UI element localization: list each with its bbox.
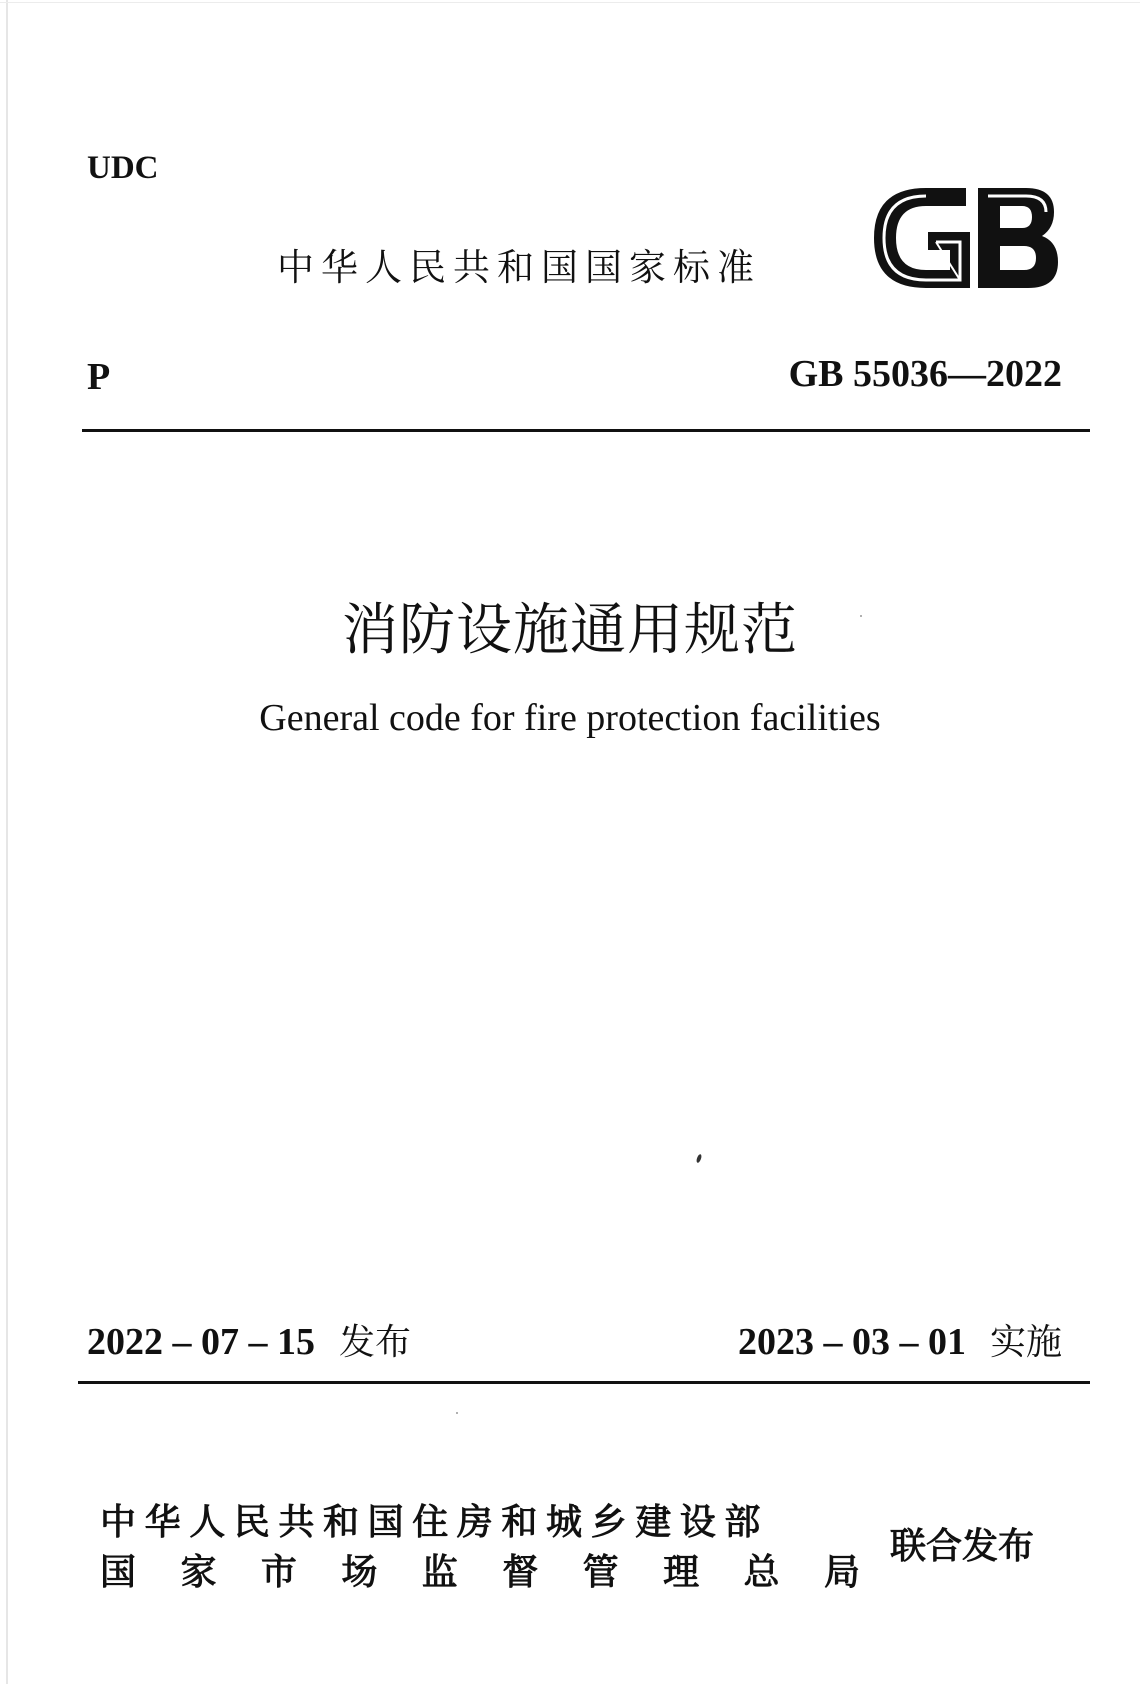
page-edge [6, 0, 8, 1684]
document-title-english: General code for fire protection facilities [259, 697, 881, 739]
issuer-char: 理 [663, 1552, 700, 1593]
standard-number: GB 55036—2022 [788, 353, 1062, 395]
classification-code: P [87, 356, 111, 398]
issue-date-value: 2022 – 07 – 15 [87, 1321, 315, 1363]
issue-label: 发布 [339, 1322, 412, 1363]
joint-issue-label: 联合发布 [890, 1526, 1035, 1567]
bottom-divider [78, 1381, 1090, 1384]
issuer-char: 局 [823, 1552, 860, 1593]
issuer-char: 场 [341, 1552, 378, 1593]
issuer-char: 督 [502, 1552, 539, 1593]
effective-label: 实施 [989, 1322, 1062, 1363]
top-divider [82, 429, 1090, 432]
issuer-char: 总 [743, 1552, 780, 1593]
issuer-administration [100, 1550, 860, 1596]
issuer-char: 监 [421, 1552, 458, 1593]
effective-date-value: 2023 – 03 – 01 [737, 1321, 966, 1363]
scan-speck [696, 1154, 703, 1164]
issuer-char: 市 [260, 1552, 297, 1593]
gb-logo [866, 184, 1062, 292]
issue-date [87, 1318, 411, 1367]
udc-label: UDC [87, 150, 159, 186]
scan-speck [860, 615, 862, 617]
issuer-char: 国 [100, 1552, 137, 1593]
issuer-char: 家 [180, 1552, 217, 1593]
document-title-chinese: 消防设施通用规范 [342, 598, 798, 663]
issuer-char: 管 [582, 1552, 619, 1593]
effective-date [738, 1318, 1062, 1367]
page-edge-top [0, 2, 1140, 3]
national-standard-heading: 中华人民共和国国家标准 [277, 246, 761, 289]
issuer-ministry: 中华人民共和国住房和城乡建设部 [100, 1502, 770, 1543]
scan-speck [456, 1412, 458, 1414]
